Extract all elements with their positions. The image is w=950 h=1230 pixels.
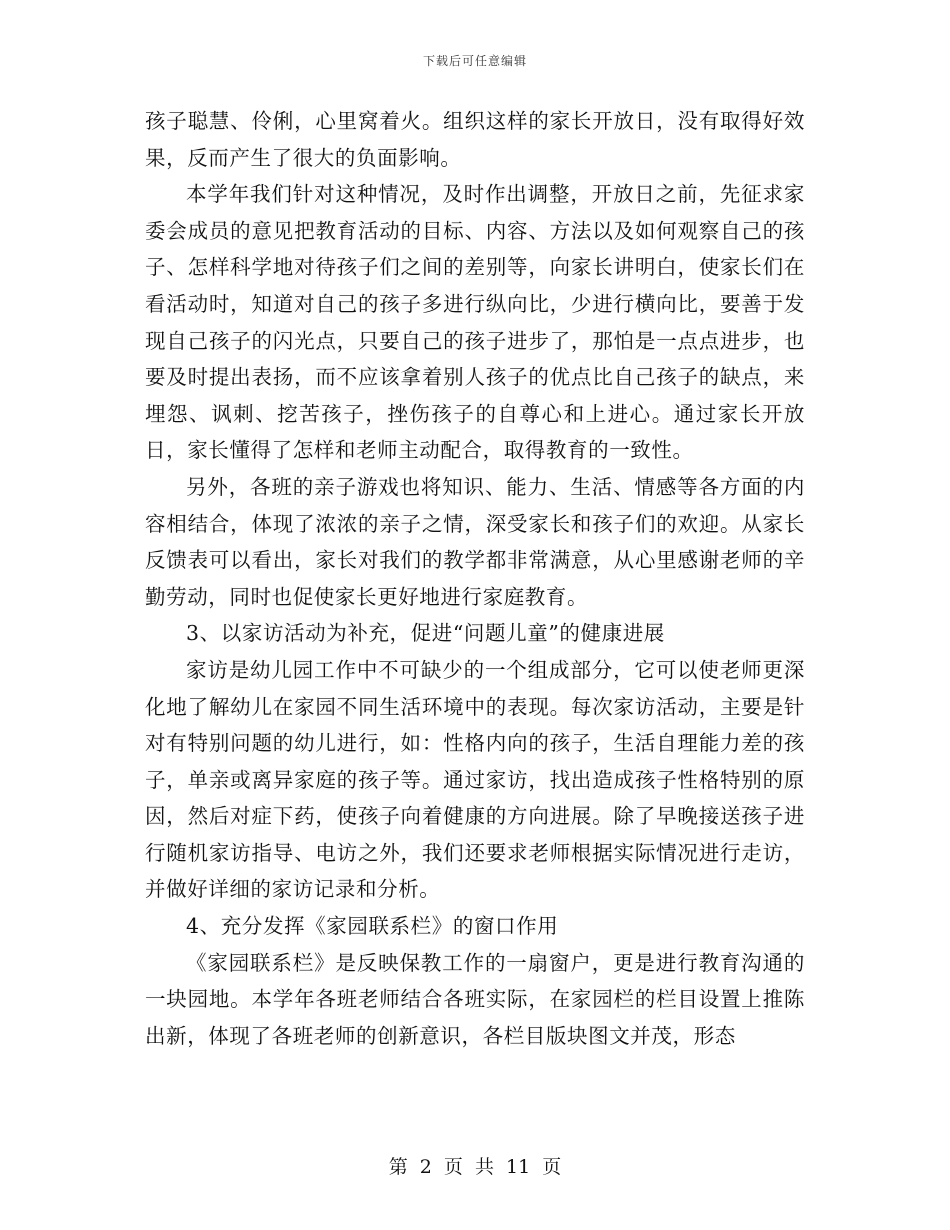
- paragraph-1: 孩子聪慧、伶俐，心里窝着火。组织这样的家长开放日，没有取得好效果，反而产生了很大的负面影响。: [145, 109, 805, 170]
- page-header: 下载后可任意编辑: [422, 54, 527, 68]
- page-footer: 第 2 页 共 11 页: [388, 1156, 562, 1178]
- document-body: [145, 103, 805, 1054]
- section-heading-3: 3、以家访活动为补充，促进“问题儿童”的健康进展: [186, 621, 665, 646]
- paragraph-7: 《家园联系栏》是反映保教工作的一扇窗户，更是进行教育沟通的一块园地。本学年各班老师结合各班实际，在家园栏的栏目设置上推陈出新，体现了各班老师的创新意识，各栏目版块图文并茂，形态: [145, 950, 805, 1048]
- paragraph-2: 本学年我们针对这种情况，及时作出调整，开放日之前，先征求家委会成员的意见把教育活动的目标、内容、方法以及如何观察自己的孩子、怎样科学地对待孩子们之间的差别等，向家长讲明白，使家长们在看活动时，知道对自己的孩子多进行纵向比，少进行横向比，要善于发现自己孩子的闪光点，只要自己的孩子进步了，那怕是一点点进步，也要及时提出表扬，而不应该拿着别人孩子的优点比自己孩子的缺点，来埋怨、讽刺、挖苦孩子，挫伤孩子的自尊心和上进心。通过家长开放日，家长懂得了怎样和老师主动配合，取得教育的一致性。: [145, 182, 805, 463]
- paragraph-5: 家访是幼儿园工作中不可缺少的一个组成部分，它可以使老师更深化地了解幼儿在家园不同生活环境中的表现。每次家访活动，主要是针对有特别问题的幼儿进行，如：性格内向的孩子，生活自理能力差的孩子，单亲或离异家庭的孩子等。通过家访，找出造成孩子性格特别的原因，然后对症下药，使孩子向着健康的方向进展。除了早晚接送孩子进行随机家访指导、电访之外，我们还要求老师根据实际情况进行走访，并做好详细的家访记录和分析。: [145, 657, 805, 902]
- paragraph-3: 另外，各班的亲子游戏也将知识、能力、生活、情感等各方面的内容相结合，体现了浓浓的亲子之情，深受家长和孩子们的欢迎。从家长反馈表可以看出，家长对我们的教学都非常满意，从心里感谢老师的辛勤劳动，同时也促使家长更好地进行家庭教育。: [145, 474, 805, 609]
- section-heading-4: 4、充分发挥《家园联系栏》的窗口作用: [186, 914, 559, 939]
